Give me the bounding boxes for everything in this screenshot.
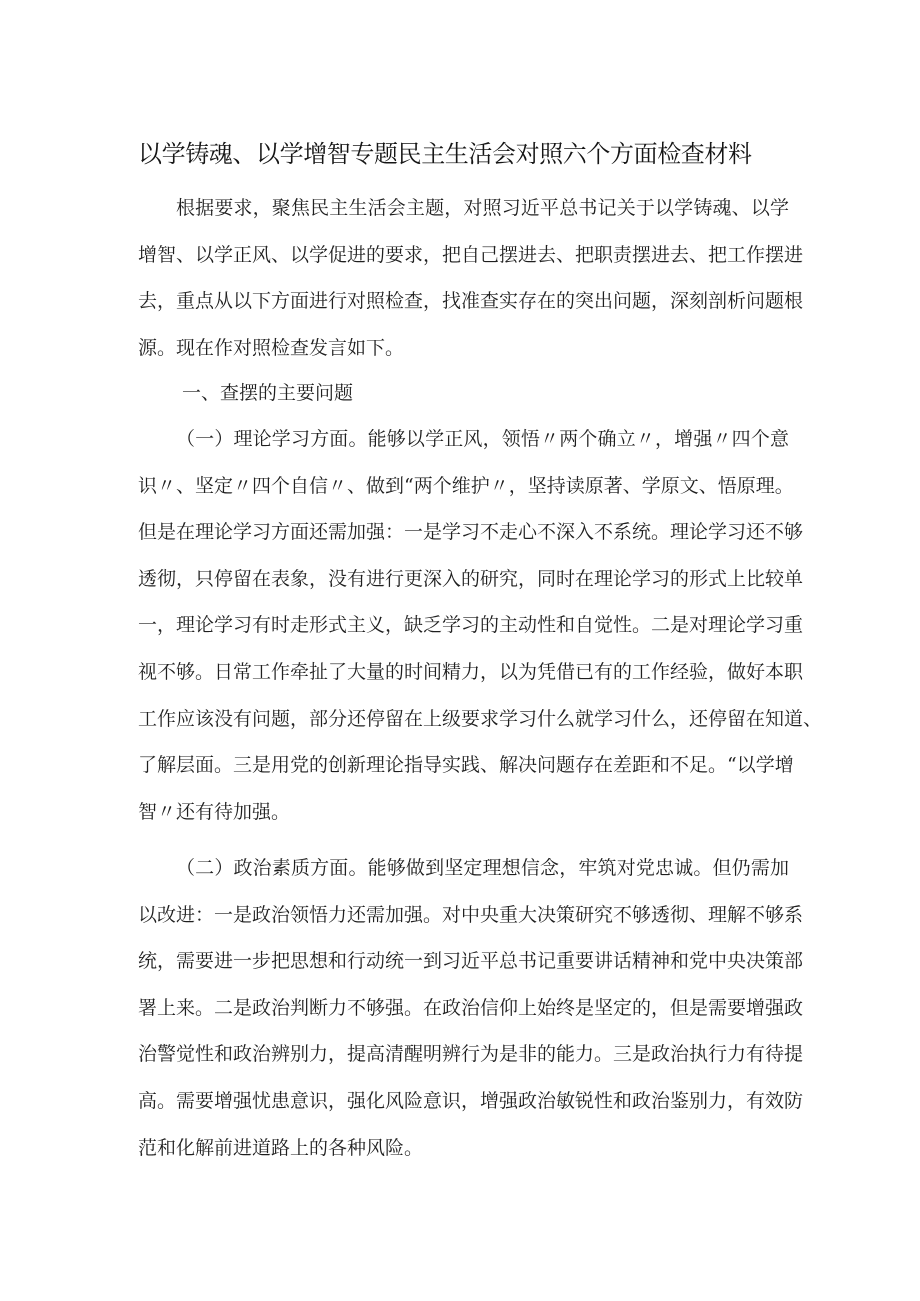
document-title: 以学铸魂、以学增智专题民主生活会对照六个方面检查材料	[138, 140, 752, 168]
paragraph-line: 署上来。二是政治判断力不够强。在政治信仰上始终是坚定的，但是需要增强政	[138, 996, 804, 1019]
political-quality-paragraph	[138, 845, 804, 1171]
paragraph-line: 治警觉性和政治辨别力，提高清醒明辨行为是非的能力。三是政治执行力有待提	[138, 1043, 804, 1066]
paragraph-line: 范和化解前进道路上的各种风险。	[138, 1136, 424, 1159]
paragraph-line: 但是在理论学习方面还需加强：一是学习不走心不深入不系统。理论学习还不够	[138, 521, 804, 544]
paragraph-line: 了解层面。三是用党的创新理论指导实践、解决问题存在差距和不足。“以学增	[138, 754, 794, 777]
paragraph-line: 以改进：一是政治领悟力还需加强。对中央重大决策研究不够透彻、理解不够系	[138, 903, 804, 926]
paragraph-line: （二）政治素质方面。能够做到坚定理想信念，牢筑对党忠诚。但仍需加	[176, 857, 789, 879]
paragraph-line: 统，需要进一步把思想和行动统一到习近平总书记重要讲话精神和党中央决策部	[138, 950, 804, 973]
section-heading: 一、查摆的主要问题	[182, 382, 354, 404]
paragraph-line: 透彻，只停留在表象，没有进行更深入的研究，同时在理论学习的形式上比较单	[138, 567, 804, 590]
paragraph-line: 一，理论学习有时走形式主义，缺乏学习的主动性和自觉性。二是对理论学习重	[138, 614, 804, 637]
paragraph-line: 工作应该没有问题，部分还停留在上级要求学习什么就学习什么，还停留在知道、	[138, 707, 823, 730]
theory-study-paragraph	[138, 416, 823, 835]
section-heading-block	[138, 370, 789, 417]
paragraph-line: （一）理论学习方面。能够以学正风，领悟〃两个确立〃，增强〃四个意	[176, 428, 789, 450]
intro-paragraph	[138, 185, 804, 371]
intro-line: 去，重点从以下方面进行对照检查，找准查实存在的突出问题，深刻剖析问题根	[138, 290, 804, 313]
paragraph-line: 识〃、坚定〃四个自信〃、做到“两个维护〃，坚持读原著、学原文、悟原理。	[138, 474, 794, 497]
paragraph-line: 智〃还有待加强。	[138, 800, 291, 823]
intro-line: 根据要求，聚焦民主生活会主题，对照习近平总书记关于以学铸魂、以学	[176, 197, 789, 219]
paragraph-line: 视不够。日常工作牵扯了大量的时间精力，以为凭借已有的工作经验，做好本职	[138, 660, 804, 683]
intro-line: 源。现在作对照检查发言如下。	[138, 336, 405, 359]
intro-line: 增智、以学正风、以学促进的要求，把自己摆进去、把职责摆进去、把工作摆进	[138, 243, 804, 266]
paragraph-line: 高。需要增强忧患意识，强化风险意识，增强政治敏锐性和政治鉴别力，有效防	[138, 1089, 804, 1112]
